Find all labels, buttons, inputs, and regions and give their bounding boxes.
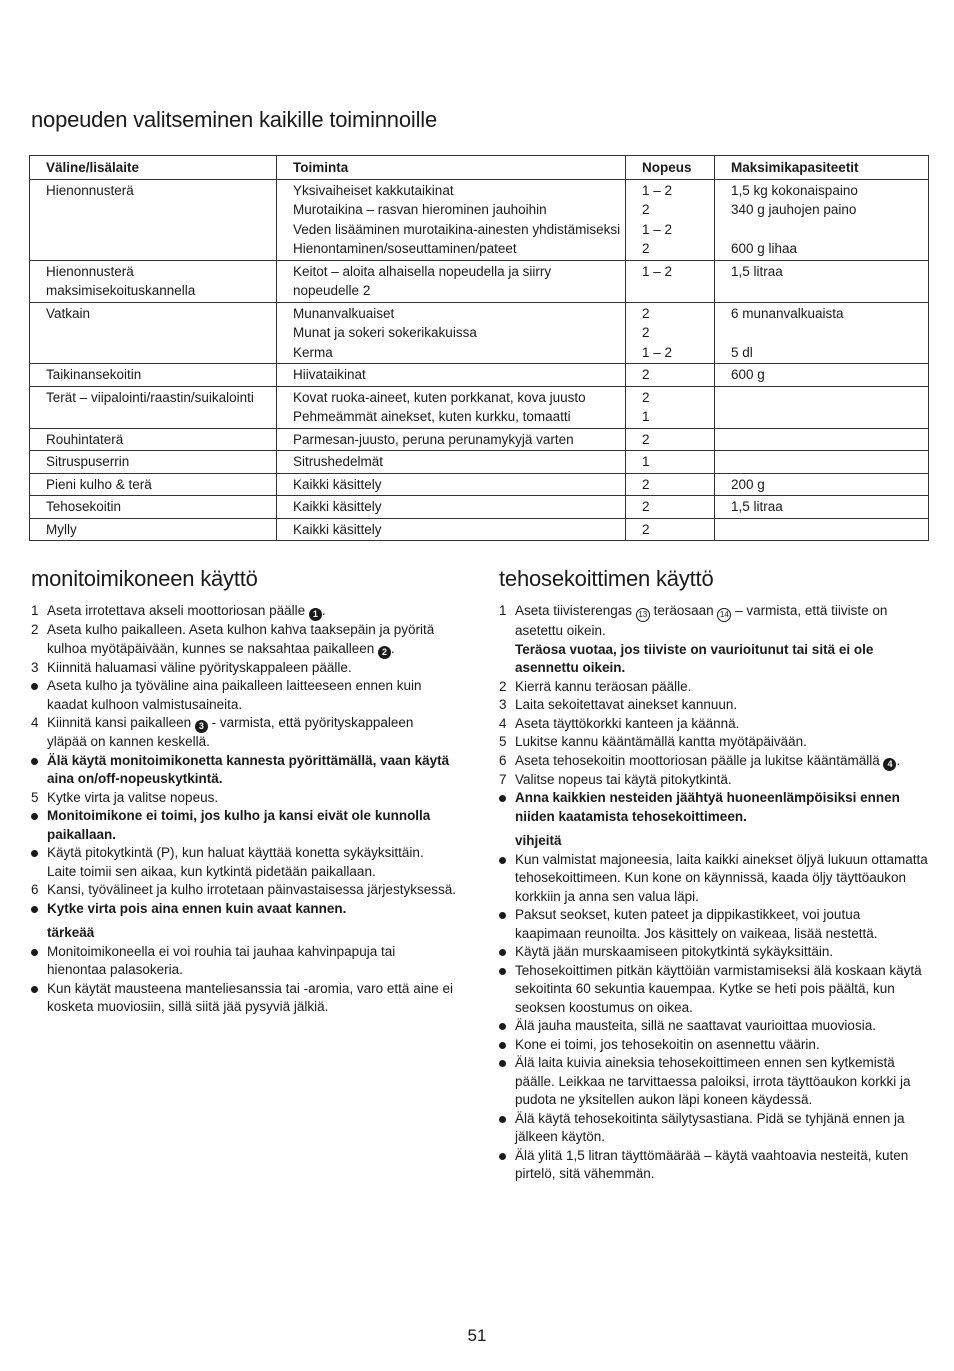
cell-action xyxy=(277,473,626,496)
ref-14-icon: 14 xyxy=(717,608,731,622)
cell-speed xyxy=(626,179,715,260)
bullet-item: Monitoimikoneella ei voi rouhia tai jauhaa kahvinpapuja tai hienontaa palasokeria. xyxy=(31,943,456,980)
cell-action-line: nopeudelle 2 xyxy=(293,283,371,298)
cell-action xyxy=(277,179,626,260)
cell-action-line: Veden lisääminen murotaikina-ainesten yhdistämiseksi xyxy=(293,221,621,237)
cell-speed-line: 2 xyxy=(642,499,650,514)
important-heading: tärkeää xyxy=(47,925,95,940)
cell-speed-line: 2 xyxy=(642,325,650,340)
cell-speed-line: 2 xyxy=(642,305,650,321)
table-row xyxy=(30,302,929,364)
section-title-food-processor: monitoimikoneen käyttö xyxy=(31,566,258,591)
cell-capacity xyxy=(715,518,929,541)
warning-item: Kytke virta pois aina ennen kuin avaat kannen. xyxy=(31,900,456,919)
table-row xyxy=(30,386,929,428)
cell-action xyxy=(277,496,626,519)
cell-capacity xyxy=(715,451,929,474)
bullet-icon xyxy=(499,857,506,864)
bullet-icon xyxy=(31,949,38,956)
cell-action xyxy=(277,364,626,387)
cell-tool-line: Vatkain xyxy=(46,305,91,321)
cell-action-line: Murotaikina – rasvan hierominen jauhoihin xyxy=(293,202,547,217)
table-row xyxy=(30,496,929,519)
cell-tool xyxy=(30,302,277,364)
cell-tool xyxy=(30,179,277,260)
cell-capacity xyxy=(715,179,929,260)
bullet-icon xyxy=(499,1116,506,1123)
cell-speed-line: 2 xyxy=(642,202,650,217)
cell-tool xyxy=(30,496,277,519)
list-item: 5 Lukitse kannu kääntämällä kantta myötäpäivään. xyxy=(499,734,807,749)
table-row xyxy=(30,364,929,387)
cell-action-line: Kovat ruoka-aineet, kuten porkkanat, kova juusto xyxy=(293,389,586,405)
bullet-icon xyxy=(499,1023,506,1030)
cell-action xyxy=(277,260,626,302)
header-speed: Nopeus xyxy=(626,156,715,180)
cell-speed-line: 1 xyxy=(642,454,650,469)
cell-capacity-line: 1,5 kg kokonaispaino xyxy=(731,182,858,198)
cell-capacity-line: 600 g xyxy=(731,367,765,382)
cell-capacity xyxy=(715,428,929,451)
cell-tool xyxy=(30,260,277,302)
cell-tool xyxy=(30,364,277,387)
bullet-icon xyxy=(31,850,38,857)
bullet-item: Älä käytä tehosekoitinta säilytysastiana. Pidä se tyhjänä ennen ja jälkeen käytön. xyxy=(499,1110,929,1147)
bullet-icon xyxy=(499,968,506,975)
bullet-icon xyxy=(31,813,38,820)
table-row xyxy=(30,179,929,260)
cell-tool-line: Taikinansekoitin xyxy=(46,367,142,382)
cell-capacity xyxy=(715,302,929,364)
table-row xyxy=(30,428,929,451)
warning-item: Anna kaikkien nesteiden jäähtyä huoneenlämpöisiksi ennen niiden kaatamista tehosekoittimeen. xyxy=(499,789,929,826)
cell-tool xyxy=(30,386,277,428)
cell-action-line: Sitrushedelmät xyxy=(293,454,384,469)
list-item: 6 Kansi, työvälineet ja kulho irrotetaan päinvastaisessa järjestyksessä. xyxy=(31,882,456,897)
bullet-icon xyxy=(499,912,506,919)
bullet-icon xyxy=(31,986,38,993)
cell-action-line: Munanvalkuaiset xyxy=(293,305,395,321)
cell-action-line: Pehmeämmät ainekset, kuten kurkku, tomaatti xyxy=(293,409,571,424)
cell-speed xyxy=(626,496,715,519)
list-item: 4 Kiinnitä kansi paikalleen 3 - varmista, että pyörityskappaleen yläpää on kannen keskellä. xyxy=(31,715,414,749)
cell-capacity-line: 200 g xyxy=(731,476,765,492)
cell-speed-line: 2 xyxy=(642,367,650,382)
header-action: Toiminta xyxy=(277,156,626,180)
cell-speed-line: 1 xyxy=(642,409,650,424)
bullet-icon xyxy=(499,1060,506,1067)
cell-capacity-line: 1,5 litraa xyxy=(731,263,783,279)
ref-2-icon: 2 xyxy=(378,646,391,659)
list-item: 5 Kytke virta ja valitse nopeus. xyxy=(31,789,219,805)
cell-capacity-line: 5 dl xyxy=(731,344,753,360)
cell-capacity-line: 600 g lihaa xyxy=(731,241,798,256)
cell-speed xyxy=(626,386,715,428)
bullet-icon xyxy=(31,683,38,690)
cell-action xyxy=(277,518,626,541)
warning-item: Monitoimikone ei toimi, jos kulho ja kansi eivät ole kunnolla paikallaan. xyxy=(31,807,456,844)
cell-tool-line: Pieni kulho & terä xyxy=(46,476,152,492)
list-item: 1 Aseta tiivisterengas 13 teräosaan 14 – varmista, että tiiviste on asetettu oikein. xyxy=(499,603,888,638)
ref-4-icon: 4 xyxy=(883,758,896,771)
cell-capacity xyxy=(715,386,929,428)
cell-action-line: Kaikki käsittely xyxy=(293,521,382,537)
bullet-item: Käytä pitokytkintä (P), kun haluat käyttää konetta sykäyksittäin. Laite toimii sen aikaa, kun kytkintä pidetään paikallaan. xyxy=(31,844,456,881)
cell-tool-line: Mylly xyxy=(46,521,77,537)
cell-capacity-line xyxy=(731,323,928,343)
cell-capacity-line xyxy=(731,520,928,540)
cell-speed xyxy=(626,260,715,302)
cell-speed-line: 1 – 2 xyxy=(642,344,673,360)
cell-tool-line: Hienonnusterä xyxy=(46,182,134,198)
cell-tool-line: Hienonnusterä xyxy=(46,263,134,279)
cell-action-line: Keitot – aloita alhaisella nopeudella ja siirry xyxy=(293,263,552,279)
bullet-item: Älä laita kuivia aineksia tehosekoittimeen ennen sen kytkemistä päälle. Leikkaa ne tarvittaessa paloiksi, irrota täyttöaukon korkki ja pudota ne yksitellen aukon läpi koneen käydessä. xyxy=(499,1054,929,1110)
bullet-item: Kone ei toimi, jos tehosekoitin on asennettu väärin. xyxy=(499,1036,929,1055)
cell-action-line: Hiivataikinat xyxy=(293,367,366,382)
bullet-icon xyxy=(499,949,506,956)
food-processor-instructions xyxy=(31,602,456,1017)
cell-capacity xyxy=(715,496,929,519)
cell-capacity-line xyxy=(731,452,928,472)
list-item: 1 Aseta irrotettava akseli moottoriosan päälle 1 . xyxy=(31,603,326,619)
table-row xyxy=(30,518,929,541)
warning-item: Älä käytä monitoimikonetta kannesta pyörittämällä, vaan käytä aina on/off-nopeuskytkintä. xyxy=(31,752,456,789)
bullet-icon xyxy=(31,906,38,913)
bullet-item: Paksut seokset, kuten pateet ja dippikastikkeet, voi joutua kaapimaan reunoilta. Jos käsittely on vaikeaa, lisää nestettä. xyxy=(499,906,929,943)
cell-capacity-line xyxy=(731,220,928,240)
cell-capacity xyxy=(715,473,929,496)
table-body xyxy=(30,179,929,541)
cell-action xyxy=(277,302,626,364)
cell-capacity-line: 6 munanvalkuaista xyxy=(731,305,844,321)
list-item: 6 Aseta tehosekoitin moottoriosan päälle ja lukitse kääntämällä 4 . xyxy=(499,752,901,769)
cell-speed-line: 2 xyxy=(642,521,650,537)
table-row xyxy=(30,451,929,474)
list-item: 7 Valitse nopeus tai käytä pitokytkintä. xyxy=(499,771,732,787)
cell-capacity-line: 1,5 litraa xyxy=(731,499,783,514)
cell-capacity xyxy=(715,260,929,302)
cell-tool xyxy=(30,428,277,451)
cell-tool-line: Rouhintaterä xyxy=(46,431,124,447)
cell-action xyxy=(277,428,626,451)
list-item: 3 Kiinnitä haluamasi väline pyörityskappaleen päälle. xyxy=(31,659,352,675)
ref-1-icon: 1 xyxy=(309,608,322,621)
cell-action-line: Yksivaiheiset kakkutaikinat xyxy=(293,182,454,198)
cell-tool-line: Terät – viipalointi/raastin/suikalointi xyxy=(46,389,254,405)
cell-speed xyxy=(626,428,715,451)
cell-speed-line: 1 – 2 xyxy=(642,263,673,279)
ref-3-icon: 3 xyxy=(195,720,208,733)
cell-tool-line: Sitruspuserrin xyxy=(46,454,130,469)
bullet-item: Aseta kulho ja työväline aina paikalleen laitteeseen ennen kuin kaadat kulhoon valmistusaineita. xyxy=(31,677,456,714)
cell-speed-line: 1 – 2 xyxy=(642,221,673,237)
warning-text: Teräosa vuotaa, jos tiiviste on vaurioitunut tai sitä ei ole asennettu oikein. xyxy=(515,641,874,675)
bullet-item: Käytä jään murskaamiseen pitokytkintä sykäyksittäin. xyxy=(499,943,929,962)
bullet-item: Älä jauha mausteita, sillä ne saattavat vaurioittaa muoviosia. xyxy=(499,1017,929,1036)
list-item: 3 Laita sekoitettavat ainekset kannuun. xyxy=(499,697,738,712)
list-item: 2 Kierrä kannu teräosan päälle. xyxy=(499,678,692,694)
cell-action-line: Kaikki käsittely xyxy=(293,499,382,514)
cell-capacity-line xyxy=(731,388,928,408)
list-item: 2 Aseta kulho paikalleen. Aseta kulhon kahva taaksepäin ja pyöritä kulhoa myötäpäivään, kunnes se naksahtaa paikalleen 2 . xyxy=(31,622,435,657)
cell-speed-line: 2 xyxy=(642,389,650,405)
cell-speed xyxy=(626,364,715,387)
table-header-row xyxy=(30,156,929,180)
page-number: 51 xyxy=(467,1326,487,1345)
cell-tool xyxy=(30,451,277,474)
cell-action-line: Kaikki käsittely xyxy=(293,476,382,492)
table-row xyxy=(30,260,929,302)
cell-speed-line: 2 xyxy=(642,476,650,492)
bullet-item: Kun käytät mausteena manteliesanssia tai -aromia, varo että aine ei kosketa muoviosiin, sillä siitä jää pysyviä jälkiä. xyxy=(31,980,456,1017)
cell-action xyxy=(277,386,626,428)
list-item: 4 Aseta täyttökorkki kanteen ja käännä. xyxy=(499,715,740,731)
cell-action-line: Kerma xyxy=(293,344,333,360)
blender-instructions xyxy=(499,602,929,1184)
cell-tool xyxy=(30,518,277,541)
header-capacity: Maksimikapasiteetit xyxy=(715,156,929,180)
cell-speed-line: 1 – 2 xyxy=(642,182,673,198)
bullet-icon xyxy=(499,795,506,802)
ref-13-icon: 13 xyxy=(636,608,650,622)
cell-speed xyxy=(626,473,715,496)
bullet-icon xyxy=(499,1153,506,1160)
speed-table xyxy=(29,155,929,541)
bullet-icon xyxy=(31,758,38,765)
cell-speed xyxy=(626,451,715,474)
bullet-item: Tehosekoittimen pitkän käyttöiän varmistamiseksi älä koskaan käytä sekoitinta 60 sekuntia kauempaa. Kytke se heti pois päältä, kun seoksen koostumus on oikea. xyxy=(499,962,929,1018)
cell-tool-line: maksimisekoituskannella xyxy=(46,283,196,298)
cell-speed-line: 2 xyxy=(642,241,650,256)
cell-tool-line: Tehosekoitin xyxy=(46,499,122,514)
cell-action-line: Munat ja sokeri sokerikakuissa xyxy=(293,325,477,340)
cell-capacity xyxy=(715,364,929,387)
bullet-item: Kun valmistat majoneesia, laita kaikki ainekset öljyä lukuun ottamatta tehosekoittimeen. Kun kone on käynnissä, kaada öljy täyttöaukon korkkiin ja anna sen valua läpi. xyxy=(499,851,929,907)
table-row xyxy=(30,473,929,496)
cell-action-line: Hienontaminen/soseuttaminen/pateet xyxy=(293,241,517,256)
header-tool: Väline/lisälaite xyxy=(30,156,277,180)
cell-action xyxy=(277,451,626,474)
cell-action-line: Parmesan-juusto, peruna perunamykyjä varten xyxy=(293,431,574,447)
section-title-blender: tehosekoittimen käyttö xyxy=(499,566,714,591)
bullet-icon xyxy=(499,1042,506,1049)
bullet-item: Älä ylitä 1,5 litran täyttömäärää – käytä vaahtoavia nesteitä, kuten pirtelö, sitä vähemmän. xyxy=(499,1147,929,1184)
cell-tool xyxy=(30,473,277,496)
cell-capacity-line xyxy=(731,430,928,450)
cell-speed xyxy=(626,518,715,541)
cell-speed-line: 2 xyxy=(642,431,650,447)
tips-heading: vihjeitä xyxy=(515,833,562,848)
cell-speed xyxy=(626,302,715,364)
page-title: nopeuden valitseminen kaikille toiminnoille xyxy=(31,107,437,132)
cell-capacity-line: 340 g jauhojen paino xyxy=(731,202,857,217)
